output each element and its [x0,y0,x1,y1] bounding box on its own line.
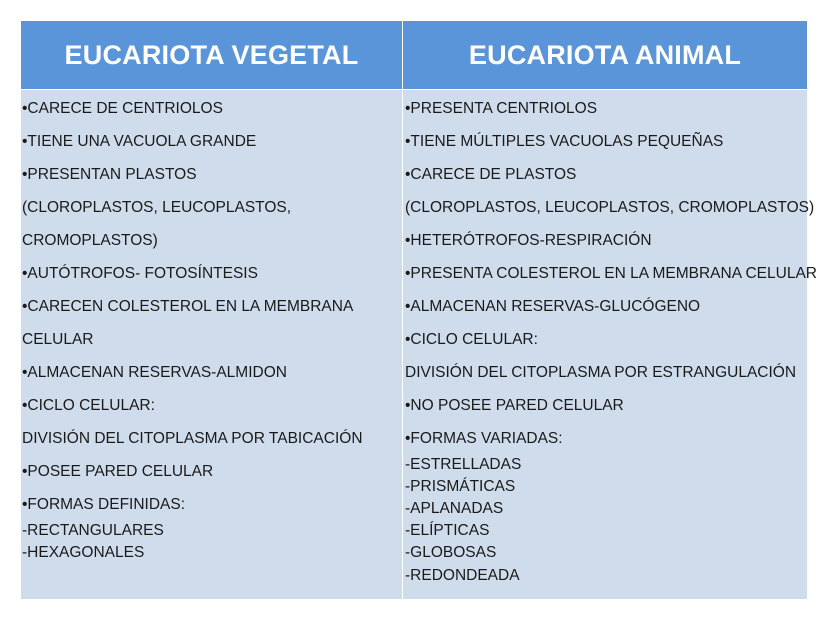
vegetal-line: DIVISIÓN DEL CITOPLASMA POR TABICACIÓN [22,430,363,447]
vegetal-line: •POSEE PARED CELULAR [22,463,214,480]
animal-line: •NO POSEE PARED CELULAR [405,397,624,414]
animal-line: •CICLO CELULAR: [405,331,538,348]
vegetal-line: •FORMAS DEFINIDAS: [22,496,186,513]
animal-line: -GLOBOSAS [405,544,497,561]
animal-line: •FORMAS VARIADAS: [405,430,563,447]
vegetal-line: •PRESENTAN PLASTOS [22,166,197,183]
animal-line: •PRESENTA COLESTEROL EN LA MEMBRANA CELULAR [405,265,817,282]
vegetal-line: -HEXAGONALES [22,544,145,561]
animal-line: (CLOROPLASTOS, LEUCOPLASTOS, CROMOPLASTOS) [405,199,815,216]
vegetal-line: CELULAR [22,331,94,348]
comparison-table [21,21,817,599]
animal-line: DIVISIÓN DEL CITOPLASMA POR ESTRANGULACIÓN [405,364,797,381]
vegetal-line: •TIENE UNA VACUOLA GRANDE [22,133,257,150]
vegetal-line: •ALMACENAN RESERVAS-ALMIDON [22,364,287,381]
animal-line: •HETERÓTROFOS-RESPIRACIÓN [405,232,652,249]
animal-line: -PRISMÁTICAS [405,478,516,495]
vegetal-line: CROMOPLASTOS) [22,232,158,249]
animal-cell [403,89,817,599]
vegetal-line: •AUTÓTROFOS- FOTOSÍNTESIS [22,265,258,282]
header-eucariota-vegetal: EUCARIOTA VEGETAL [21,21,403,89]
animal-line: -ESTRELLADAS [405,456,522,473]
vegetal-cell [21,89,403,599]
vegetal-line: •CARECEN COLESTEROL EN LA MEMBRANA [22,298,354,315]
animal-line: •PRESENTA CENTRIOLOS [405,100,598,117]
header-eucariota-animal: EUCARIOTA ANIMAL [403,21,807,89]
animal-line: •CARECE DE PLASTOS [405,166,577,183]
animal-line: -APLANADAS [405,500,504,517]
animal-line: -REDONDEADA [405,567,520,584]
vegetal-line: -RECTANGULARES [22,522,164,539]
animal-line: •ALMACENAN RESERVAS-GLUCÓGENO [405,298,701,315]
vegetal-line: (CLOROPLASTOS, LEUCOPLASTOS, [22,199,292,216]
animal-line: -ELÍPTICAS [405,522,490,539]
vegetal-line: •CICLO CELULAR: [22,397,155,414]
vegetal-line: •CARECE DE CENTRIOLOS [22,100,223,117]
animal-line: •TIENE MÚLTIPLES VACUOLAS PEQUEÑAS [405,133,724,150]
